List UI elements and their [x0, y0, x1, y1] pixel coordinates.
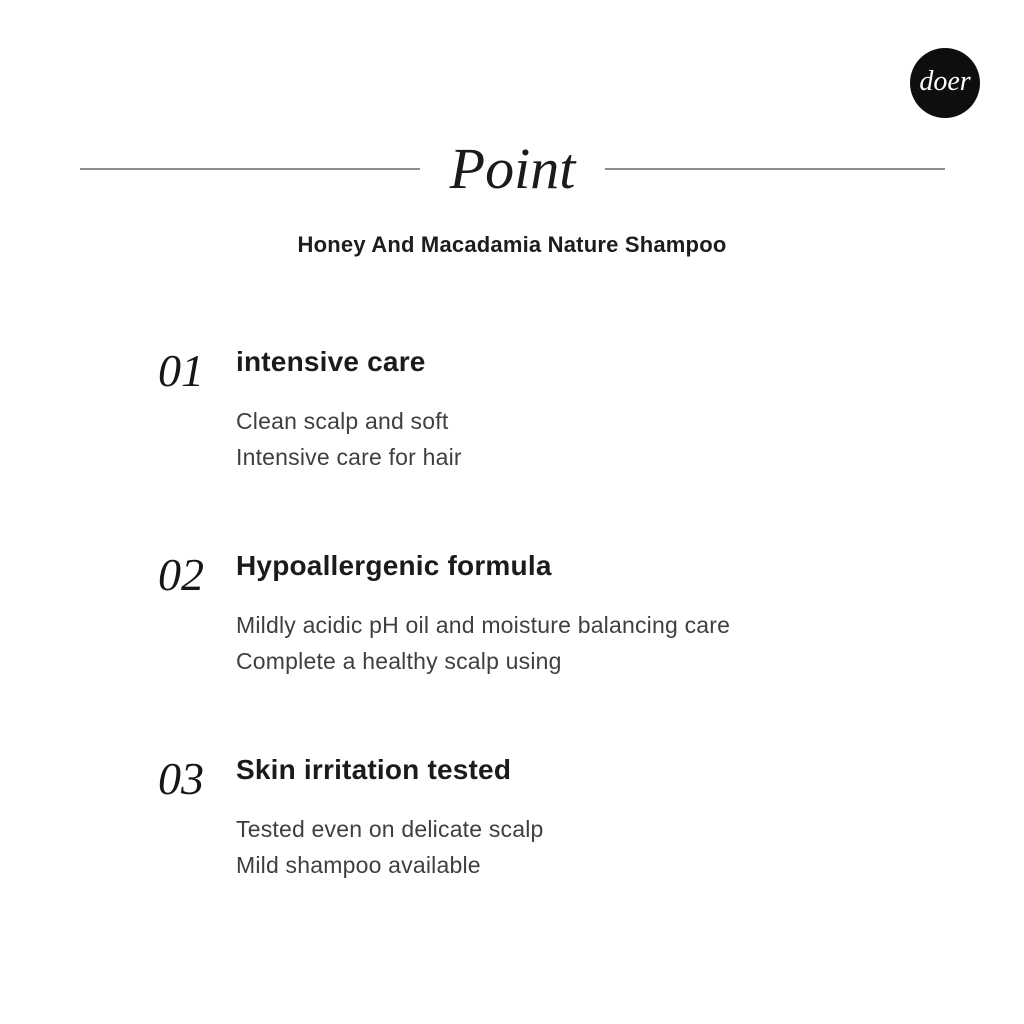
- feature-title-2: Hypoallergenic formula: [236, 550, 552, 581]
- feature-section-1: [158, 345, 936, 475]
- section-header: [80, 136, 945, 201]
- feature-desc-line: Clean scalp and soft: [236, 408, 449, 434]
- feature-section-2: [158, 549, 936, 679]
- feature-number-1: 01: [158, 345, 204, 396]
- feature-description-1: [236, 403, 936, 475]
- feature-section-3: [158, 753, 936, 883]
- feature-number-2: 02: [158, 549, 204, 600]
- feature-desc-line: Tested even on delicate scalp: [236, 816, 544, 842]
- header-rule-right: [605, 168, 945, 170]
- brand-logo: [910, 48, 980, 118]
- brand-logo-text: doer: [919, 66, 971, 97]
- header-rule-left: [80, 168, 420, 170]
- feature-description-2: [236, 607, 936, 679]
- feature-desc-line: Intensive care for hair: [236, 444, 462, 470]
- feature-desc-line: Complete a healthy scalp using: [236, 648, 562, 674]
- feature-title-3: Skin irritation tested: [236, 754, 512, 785]
- feature-number-3: 03: [158, 753, 204, 804]
- feature-desc-line: Mild shampoo available: [236, 852, 481, 878]
- feature-description-3: [236, 811, 936, 883]
- feature-title-1: intensive care: [236, 346, 426, 377]
- page-title: Point: [449, 136, 576, 201]
- product-subtitle: Honey And Macadamia Nature Shampoo: [297, 232, 727, 257]
- feature-desc-line: Mildly acidic pH oil and moisture balancing care: [236, 612, 731, 638]
